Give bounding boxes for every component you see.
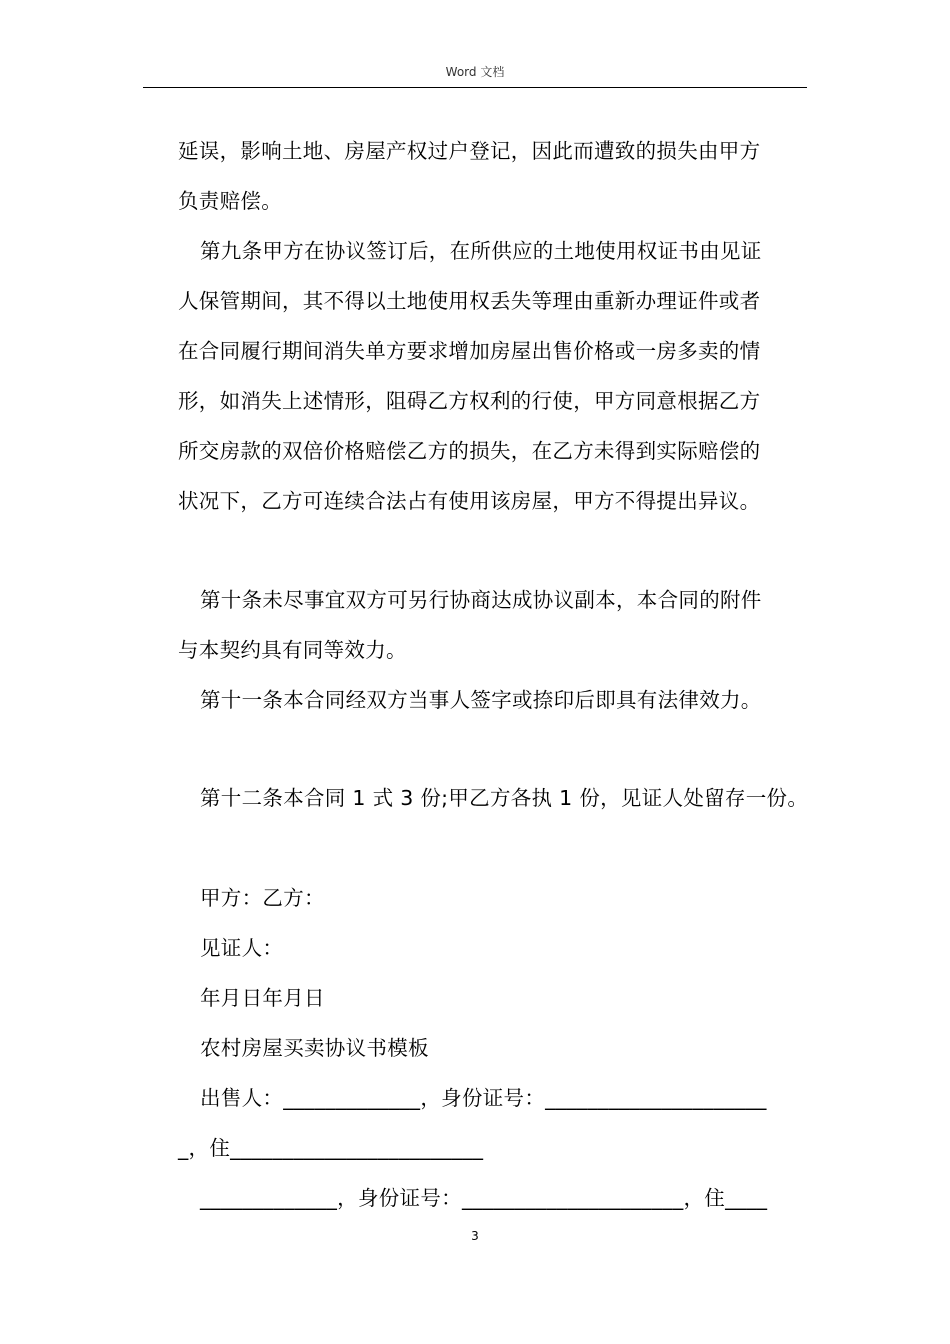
document-body-article-10 [178,575,818,725]
page-header: Word 文档 [445,65,505,79]
paragraph-line: 状况下，乙方可连续合法占有使用该房屋，甲方不得提出异议。 [178,489,761,513]
template-title: 农村房屋买卖协议书模板 [200,1036,429,1060]
paragraph-line: 与本契约具有同等效力。 [178,638,407,662]
party-signature-line: 甲方：乙方： [200,886,325,910]
article-11-line: 第十一条本合同经双方当事人签字或捺印后即具有法律效力。 [200,688,762,712]
page-number: 3 [471,1229,479,1243]
date-line: 年月日年月日 [200,986,325,1010]
header-divider [143,87,807,88]
paragraph-line: 负责赔偿。 [178,189,282,213]
document-body-article-12 [178,773,818,823]
paragraph-line: 在合同履行期间消失单方要求增加房屋出售价格或一房多卖的情 [178,339,761,363]
buyer-info-line: _____________，身份证号：_____________________，住____ [200,1186,768,1210]
paragraph-line: 人保管期间，其不得以土地使用权丢失等理由重新办理证件或者 [178,289,761,313]
article-9-line: 第九条甲方在协议签订后，在所供应的土地使用权证书由见证 [200,239,762,263]
article-10-line: 第十条未尽事宜双方可另行协商达成协议副本，本合同的附件 [200,588,762,612]
paragraph-line: 所交房款的双倍价格赔偿乙方的损失，在乙方未得到实际赔偿的 [178,439,761,463]
witness-line: 见证人： [200,936,284,960]
paragraph-line: 形，如消失上述情形，阻碍乙方权利的行使，甲方同意根据乙方 [178,389,761,413]
document-body-signatures [178,873,818,1223]
seller-info-line: 出售人：_____________，身份证号：_____________________ [200,1086,767,1110]
article-12-line: 第十二条本合同 1 式 3 份;甲乙方各执 1 份，见证人处留存一份。 [200,786,809,810]
paragraph-line: 延误，影响土地、房屋产权过户登记，因此而遭致的损失由甲方 [178,139,761,163]
document-body [178,126,818,526]
seller-address-line: _，住________________________ [178,1136,484,1160]
